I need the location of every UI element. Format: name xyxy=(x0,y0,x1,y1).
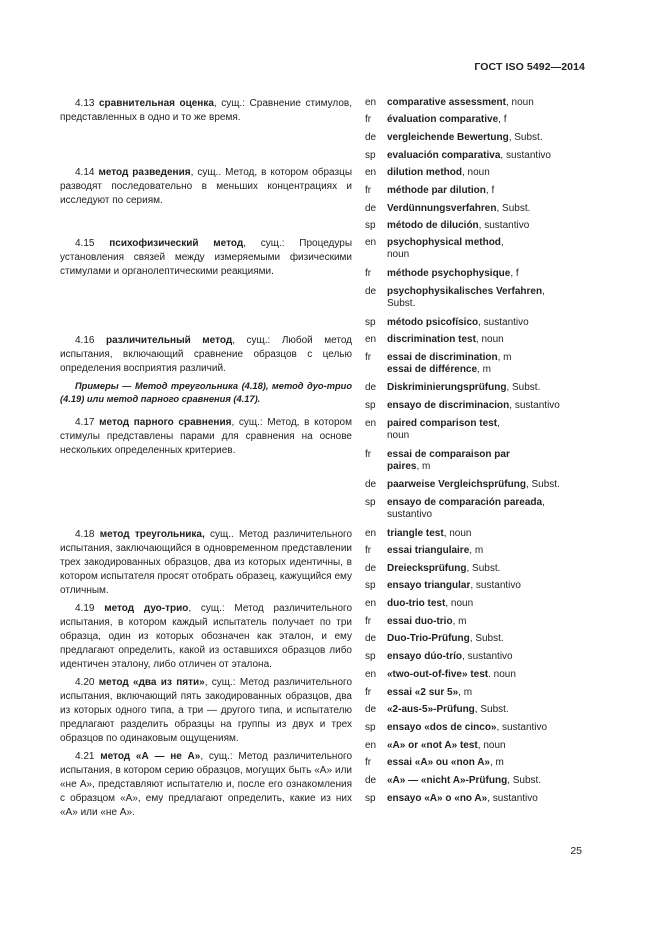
equivalent-grammar: , sustantivo xyxy=(478,220,530,231)
equivalent-row xyxy=(365,268,605,280)
page-number: 25 xyxy=(570,845,582,857)
equivalent-row xyxy=(365,598,605,610)
equivalent-term: paired comparison test xyxy=(387,418,498,429)
definition-number: 4.21 xyxy=(75,751,95,762)
equivalent-row xyxy=(365,334,605,346)
equivalent-term: essai triangulaire xyxy=(387,545,470,556)
equivalent-term: ensayo «dos de cinco» xyxy=(387,722,497,733)
language-code: fr xyxy=(365,687,372,698)
equivalent-term: duo-trio test xyxy=(387,598,446,609)
equivalent-grammar: , sustantivo xyxy=(487,793,538,804)
language-code: fr xyxy=(365,352,372,363)
equivalent-grammar-line2: noun xyxy=(387,430,410,441)
equivalent-term: essai «A» ou «non A» xyxy=(387,757,490,768)
equivalent-row xyxy=(365,203,605,215)
definition-text: , сущ.: Метод, в котором стимулы представлены парами для сравнения на основе нескольких определенных критериев. xyxy=(60,417,352,456)
equivalent-grammar: , noun xyxy=(477,740,506,751)
language-code: sp xyxy=(365,722,376,733)
equivalent-grammar-line2: , m xyxy=(416,461,431,472)
equivalent-grammar: , m xyxy=(497,352,512,363)
equivalent-term: ensayo de discriminacion xyxy=(387,400,510,411)
language-code: de xyxy=(365,203,377,214)
equivalent-term: paarweise Vergleichsprüfung xyxy=(387,479,526,490)
language-code: sp xyxy=(365,497,376,508)
equivalent-row xyxy=(365,220,605,232)
equivalent-grammar: , sustantivo xyxy=(509,400,560,411)
equivalent-row xyxy=(365,479,605,491)
equivalent-grammar: , noun xyxy=(443,528,472,539)
equivalent-row xyxy=(365,775,605,787)
language-code: fr xyxy=(365,449,372,460)
equivalent-term: ensayo dúo-trío xyxy=(387,651,463,662)
equivalent-term: Diskriminierungsprüfung xyxy=(387,382,507,393)
equivalent-term: método psicofísico xyxy=(387,317,479,328)
definition-example: Примеры — Метод треугольника (4.18), метод дуо-трио (4.19) или метод парного сравнения (4.17). xyxy=(60,381,352,404)
equivalent-grammar: . noun xyxy=(488,669,516,680)
language-code: fr xyxy=(365,616,372,627)
definition-4-14 xyxy=(60,166,352,208)
language-code: en xyxy=(365,334,377,345)
equivalent-term: psychophysikalisches Verfahren xyxy=(387,286,543,297)
equivalent-row xyxy=(365,793,605,805)
equivalent-term: dilution method xyxy=(387,167,462,178)
equivalent-grammar: , xyxy=(497,418,500,429)
language-code: fr xyxy=(365,757,372,768)
definition-text: , сущ.: Сравнение стимулов, представленных в одно и то же время. xyxy=(60,98,353,123)
definition-text: , сущ.: Процедуры установления связей между измеряемыми физическими стимулами и органолептическими реакциями. xyxy=(60,238,353,277)
language-code: fr xyxy=(365,114,372,125)
equivalent-row xyxy=(365,449,605,473)
equivalent-term: méthode par dilution xyxy=(387,185,486,196)
equivalent-term: discrimination test xyxy=(387,334,476,345)
language-code: sp xyxy=(365,220,376,231)
definition-number: 4.15 xyxy=(75,238,95,249)
equivalent-grammar: , xyxy=(542,286,545,297)
equivalent-row xyxy=(365,669,605,681)
equivalent-grammar: , m xyxy=(452,616,467,627)
equivalent-term: essai «2 sur 5» xyxy=(387,687,459,698)
equivalent-term-line2: paires xyxy=(387,461,417,472)
equivalent-row xyxy=(365,528,605,540)
equivalent-grammar-line2: Subst. xyxy=(387,298,416,309)
equivalent-row xyxy=(365,704,605,716)
equivalent-row xyxy=(365,757,605,769)
equivalent-grammar-line2: , m xyxy=(477,364,491,375)
equivalent-grammar: , sustantivo xyxy=(496,722,548,733)
language-code: en xyxy=(365,167,377,178)
equivalent-row xyxy=(365,286,605,310)
equivalent-row xyxy=(365,400,605,412)
definition-term: метод дуо-трио xyxy=(104,603,189,614)
equivalent-grammar: , sustantivo xyxy=(462,651,513,662)
definition-number: 4.18 xyxy=(75,529,95,540)
language-code: de xyxy=(365,775,377,786)
equivalent-term: ensayo «A» o «no A» xyxy=(387,793,488,804)
equivalent-row xyxy=(365,497,605,521)
language-code: en xyxy=(365,740,377,751)
language-code: sp xyxy=(365,400,376,411)
equivalent-row xyxy=(365,563,605,575)
language-code: en xyxy=(365,528,377,539)
equivalent-term: «2-aus-5»-Prüfung xyxy=(387,704,475,715)
equivalent-term: «A» or «not A» test xyxy=(387,740,478,751)
equivalent-row xyxy=(365,317,605,329)
equivalent-row xyxy=(365,352,605,376)
definition-term: метод парного сравнения xyxy=(99,417,232,428)
definition-4-15 xyxy=(60,237,352,279)
equivalent-grammar: , f xyxy=(510,268,519,279)
definition-text: , сущ.. Метод, в котором образцы разводят последовательно в меньших концентрациях и исследуют по сериям. xyxy=(60,167,353,206)
definition-number: 4.14 xyxy=(75,167,95,178)
language-code: sp xyxy=(365,317,376,328)
equivalent-term: «two-out-of-five» test xyxy=(387,669,489,680)
definition-4-13 xyxy=(60,97,352,125)
equivalent-grammar: , f xyxy=(498,114,507,125)
equivalent-term: évaluation comparative xyxy=(387,114,499,125)
equivalent-grammar: , m xyxy=(469,545,484,556)
definition-text: сущ.. Метод различительного испытания, заключающийся в одновременном представлении трех закодированных образцов, два из которых идентичны, в котором испытателя просят отобрать образец, кажущийся ему отличным. xyxy=(60,529,353,596)
language-code: en xyxy=(365,237,377,248)
equivalent-grammar: , Subst. xyxy=(466,563,501,574)
equivalent-term-line2: essai de différence xyxy=(387,364,478,375)
equivalent-grammar: , noun xyxy=(445,598,474,609)
equivalent-grammar-line2: sustantivo xyxy=(387,509,433,520)
equivalent-term: vergleichende Bewertung xyxy=(387,132,509,143)
language-code: en xyxy=(365,418,377,429)
equivalent-grammar: , Subst. xyxy=(469,633,504,644)
equivalent-row xyxy=(365,580,605,592)
definition-term: различительный метод xyxy=(106,335,233,346)
equivalent-row xyxy=(365,114,605,126)
definition-term: метод треугольника, xyxy=(99,529,205,540)
equivalent-grammar: , Subst. xyxy=(507,775,542,786)
definition-number: 4.13 xyxy=(75,98,95,109)
definition-4-18 xyxy=(60,528,352,598)
equivalent-row xyxy=(365,616,605,628)
definition-4-16 xyxy=(60,334,352,406)
definition-text: , сущ.: Метод различительного испытания, в котором серию образцов, могущих быть «А» или «не А», представляют испытателю и, после его ознакомления с образцом «А», ему предлагают определить, какие из них «А» или «не А». xyxy=(60,751,353,818)
equivalent-grammar: , noun xyxy=(475,334,504,345)
equivalent-grammar: , m xyxy=(490,757,504,768)
equivalent-term: Verdünnungsverfahren xyxy=(387,203,497,214)
definition-term: психофизический метод xyxy=(109,238,244,249)
equivalent-row xyxy=(365,150,605,162)
definition-term: метод «два из пяти» xyxy=(98,677,205,688)
equivalent-term: Duo-Trio-Prüfung xyxy=(387,633,470,644)
language-code: fr xyxy=(365,268,372,279)
equivalent-grammar: , sustantivo xyxy=(470,580,521,591)
definition-4-19 xyxy=(60,602,352,672)
equivalent-term: méthode psychophysique xyxy=(387,268,511,279)
equivalent-row xyxy=(365,418,605,442)
equivalent-grammar: , Subst. xyxy=(506,382,541,393)
definition-term: метод разведения xyxy=(98,167,191,178)
equivalent-term: método de dilución xyxy=(387,220,479,231)
equivalent-row xyxy=(365,545,605,557)
definition-number: 4.19 xyxy=(75,603,95,614)
language-code: sp xyxy=(365,793,376,804)
language-code: de xyxy=(365,382,377,393)
equivalent-row xyxy=(365,382,605,394)
equivalent-row xyxy=(365,722,605,734)
language-code: fr xyxy=(365,185,372,196)
language-code: en xyxy=(365,97,377,108)
equivalent-grammar: , noun xyxy=(505,97,534,108)
document-header: ГОСТ ISO 5492—2014 xyxy=(474,61,585,73)
equivalent-row xyxy=(365,740,605,752)
definition-4-20 xyxy=(60,676,352,746)
definition-text: , сущ.: Любой метод испытания, включающий сравнение образцов с целью определения восприятия различий. xyxy=(60,335,353,374)
definition-4-21 xyxy=(60,750,352,820)
language-code: de xyxy=(365,563,377,574)
definition-text: , сущ.: Метод различительного испытания, включающий пять закодированных образцов, два из которых одного типа, а три — другого типа, и испытателю предлагают разделить образцы на группы из двух и трех образцов по одинаковым ощущениям. xyxy=(60,677,353,744)
definition-4-17 xyxy=(60,416,352,458)
definition-group-4-18-4-21 xyxy=(60,528,352,820)
equivalent-term: Dreiecksprüfung xyxy=(387,563,467,574)
equivalent-term: «A» — «nicht A»-Prüfung xyxy=(387,775,508,786)
language-code: en xyxy=(365,598,377,609)
equivalent-grammar: , sustantivo xyxy=(500,150,551,161)
definition-number: 4.17 xyxy=(75,417,95,428)
language-code: de xyxy=(365,479,377,490)
equivalent-row xyxy=(365,237,605,261)
definition-number: 4.20 xyxy=(75,677,95,688)
equivalent-term: essai de discrimination xyxy=(387,352,498,363)
language-code: de xyxy=(365,633,377,644)
equivalent-term: evaluación comparativa xyxy=(387,150,501,161)
equivalent-grammar: , xyxy=(542,497,545,508)
definition-term: метод «А — не А» xyxy=(100,751,201,762)
equivalent-grammar: , Subst. xyxy=(474,704,509,715)
equivalent-grammar: , noun xyxy=(462,167,490,178)
language-code: de xyxy=(365,286,377,297)
equivalent-grammar: , sustantivo xyxy=(478,317,529,328)
equivalent-row xyxy=(365,167,605,179)
equivalent-grammar: , f xyxy=(485,185,495,196)
definition-number: 4.16 xyxy=(75,335,95,346)
equivalent-row xyxy=(365,651,605,663)
equivalent-grammar: , m xyxy=(458,687,473,698)
language-code: sp xyxy=(365,150,376,161)
equivalent-row xyxy=(365,185,605,197)
equivalent-term: comparative assessment xyxy=(387,97,506,108)
language-code: sp xyxy=(365,580,376,591)
language-code: fr xyxy=(365,545,372,556)
equivalent-term: essai duo-trio xyxy=(387,616,453,627)
language-code: sp xyxy=(365,651,376,662)
equivalent-grammar: , xyxy=(500,237,504,248)
equivalent-row xyxy=(365,687,605,699)
language-code: de xyxy=(365,132,377,143)
equivalent-row xyxy=(365,97,605,109)
definition-text: , сущ.: Метод различительного испытания, в котором каждый испытатель получает по три образца, один из которых обозначен как эталон, и ему предлагают определить, какой из оставшихся образцов либо идентичен эталону, либо отличен от эталона. xyxy=(60,603,353,670)
definition-term: сравнительная оценка xyxy=(99,98,214,109)
equivalent-term: psychophysical method xyxy=(387,237,501,248)
equivalent-row xyxy=(365,633,605,645)
equivalent-grammar: , Subst. xyxy=(525,479,560,490)
equivalent-grammar: , Subst. xyxy=(496,203,531,214)
equivalent-term: ensayo triangular xyxy=(387,580,471,591)
language-code: de xyxy=(365,704,377,715)
equivalent-row xyxy=(365,132,605,144)
equivalent-grammar: , Subst. xyxy=(508,132,543,143)
equivalent-term: triangle test xyxy=(387,528,444,539)
language-code: en xyxy=(365,669,377,680)
equivalent-term: ensayo de comparación pareada xyxy=(387,497,543,508)
equivalent-term: essai de comparaison par xyxy=(387,449,510,460)
equivalent-grammar-line2: noun xyxy=(387,249,410,260)
